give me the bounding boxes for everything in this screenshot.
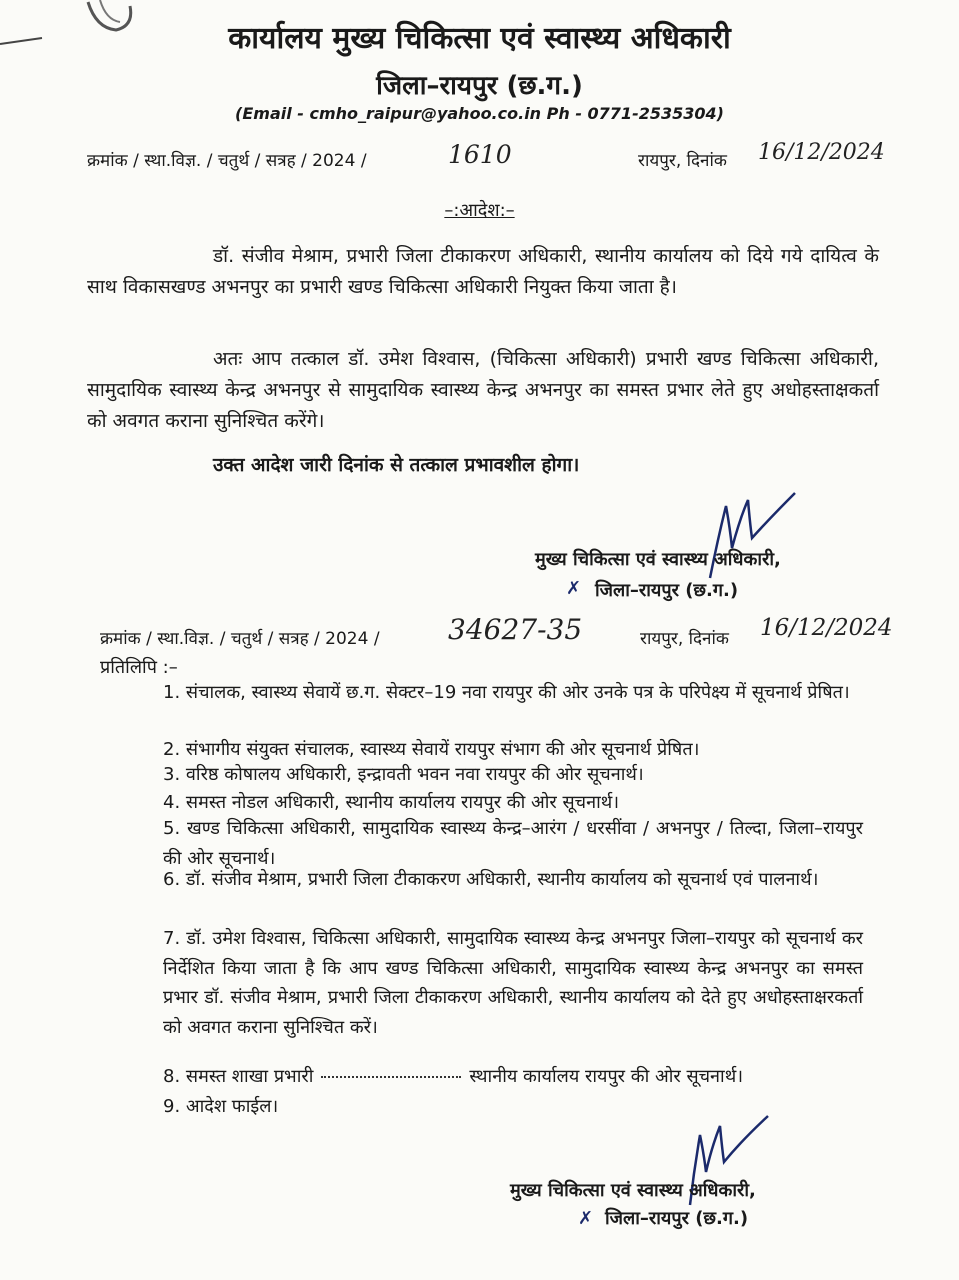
order-ref-prefix: क्रमांक / स्था.विज्ञ. / चतुर्थ / सत्रह / 2024 /	[87, 151, 367, 171]
order-heading: –:आदेश:–	[444, 200, 515, 221]
copy-number-handwritten: 34627-35	[448, 613, 583, 646]
copy-date-label: रायपुर, दिनांक	[640, 629, 729, 649]
order-paragraph-2: अतः आप तत्काल डॉ. उमेश विश्वास, (चिकित्सा अधिकारी) प्रभारी खण्ड चिकित्सा अधिकारी, सामुदायिक स्वास्थ्य केन्द्र अभनपुर से सामुदायिक स्वास्थ्य केन्द्र अभनपुर का समस्त प्रभार लेते हुए अधोहस्ताक्षकर्ता को अवगत कराना सुनिश्चित करेंगे।	[87, 348, 879, 432]
order-date-handwritten: 16/12/2024	[758, 140, 885, 165]
order-number-handwritten: 1610	[448, 140, 512, 169]
copy-list-item-4: 4. समस्त नोडल अधिकारी, स्थानीय कार्यालय रायपुर की ओर सूचनार्थ।	[163, 792, 620, 813]
copy-ref-prefix: क्रमांक / स्था.विज्ञ. / चतुर्थ / सत्रह / 2024 /	[100, 629, 380, 649]
copy-list-item-8-label: 8. समस्त शाखा प्रभारी	[163, 1066, 314, 1087]
signature-2-star-mark: ✗	[578, 1208, 594, 1229]
order-paragraph-3: उक्त आदेश जारी दिनांक से तत्काल प्रभावशील होगा।	[213, 454, 580, 476]
copy-list-item-5: 5. खण्ड चिकित्सा अधिकारी, सामुदायिक स्वास्थ्य केन्द्र–आरंग / धरसींवा / अभनपुर / तिल्दा, जिला–रायपुर की ओर सूचनार्थ।	[163, 818, 863, 869]
copy-list-item-2: 2. संभागीय संयुक्त संचालक, स्वास्थ्य सेवायें रायपुर संभाग की ओर सूचनार्थ प्रेषित।	[163, 739, 700, 760]
copy-list-item-7: 7. डॉ. उमेश विश्वास, चिकित्सा अधिकारी, सामुदायिक स्वास्थ्य केन्द्र अभनपुर जिला–रायपुर को सूचनार्थ कर निर्देशित किया जाता है कि आप खण्ड चिकित्सा अधिकारी, सामुदायिक स्वास्थ्य केन्द्र अभनपुर का समस्त प्रभार डॉ. संजीव मेश्राम, प्रभारी जिला टीकाकरण अधिकारी, स्थानीय कार्यालय को देते हुए अधोहस्ताक्षरकर्ता को अवगत कराना सुनिश्चित करें।	[163, 928, 863, 1038]
copy-date-handwritten: 16/12/2024	[760, 615, 893, 641]
blank-dotted-line	[321, 1076, 461, 1078]
copy-label: प्रतिलिपि :–	[100, 657, 178, 678]
copy-list-item-3: 3. वरिष्ठ कोषालय अधिकारी, इन्द्रावती भवन नवा रायपुर की ओर सूचनार्थ।	[163, 764, 644, 785]
district-title: जिला–रायपुर (छ.ग.)	[376, 71, 583, 101]
copy-list-item-8	[163, 1064, 743, 1088]
signature-2-district: जिला–रायपुर (छ.ग.)	[605, 1208, 749, 1229]
copy-list-item-9: 9. आदेश फाईल।	[163, 1096, 279, 1117]
order-date-label: रायपुर, दिनांक	[638, 151, 727, 171]
signature-1-star-mark: ✗	[566, 578, 582, 599]
copy-list-item-8-suffix: स्थानीय कार्यालय रायपुर की ओर सूचनार्थ।	[469, 1066, 744, 1087]
contact-line: (Email - cmho_raipur@yahoo.co.in Ph - 0771-2535304)	[235, 104, 724, 123]
order-paragraph-1: डॉ. संजीव मेश्राम, प्रभारी जिला टीकाकरण अधिकारी, स्थानीय कार्यालय को दिये गये दायित्व के साथ विकासखण्ड अभनपुर का प्रभारी खण्ड चिकित्सा अधिकारी नियुक्त किया जाता है।	[87, 245, 879, 298]
copy-list-item-1: 1. संचालक, स्वास्थ्य सेवायें छ.ग. सेक्टर–19 नवा रायपुर की ओर उनके पत्र के परिपेक्ष्य में सूचनार्थ प्रेषित।	[163, 682, 850, 703]
signature-1-designation: मुख्य चिकित्सा एवं स्वास्थ्य अधिकारी,	[535, 549, 781, 570]
signature-1-district: जिला–रायपुर (छ.ग.)	[595, 580, 739, 601]
office-title: कार्यालय मुख्य चिकित्सा एवं स्वास्थ्य अधिकारी	[228, 21, 731, 56]
signature-2-designation: मुख्य चिकित्सा एवं स्वास्थ्य अधिकारी,	[510, 1180, 756, 1201]
copy-list-item-6: 6. डॉ. संजीव मेश्राम, प्रभारी जिला टीकाकरण अधिकारी, स्थानीय कार्यालय को सूचनार्थ एवं पालनार्थ।	[163, 869, 819, 890]
